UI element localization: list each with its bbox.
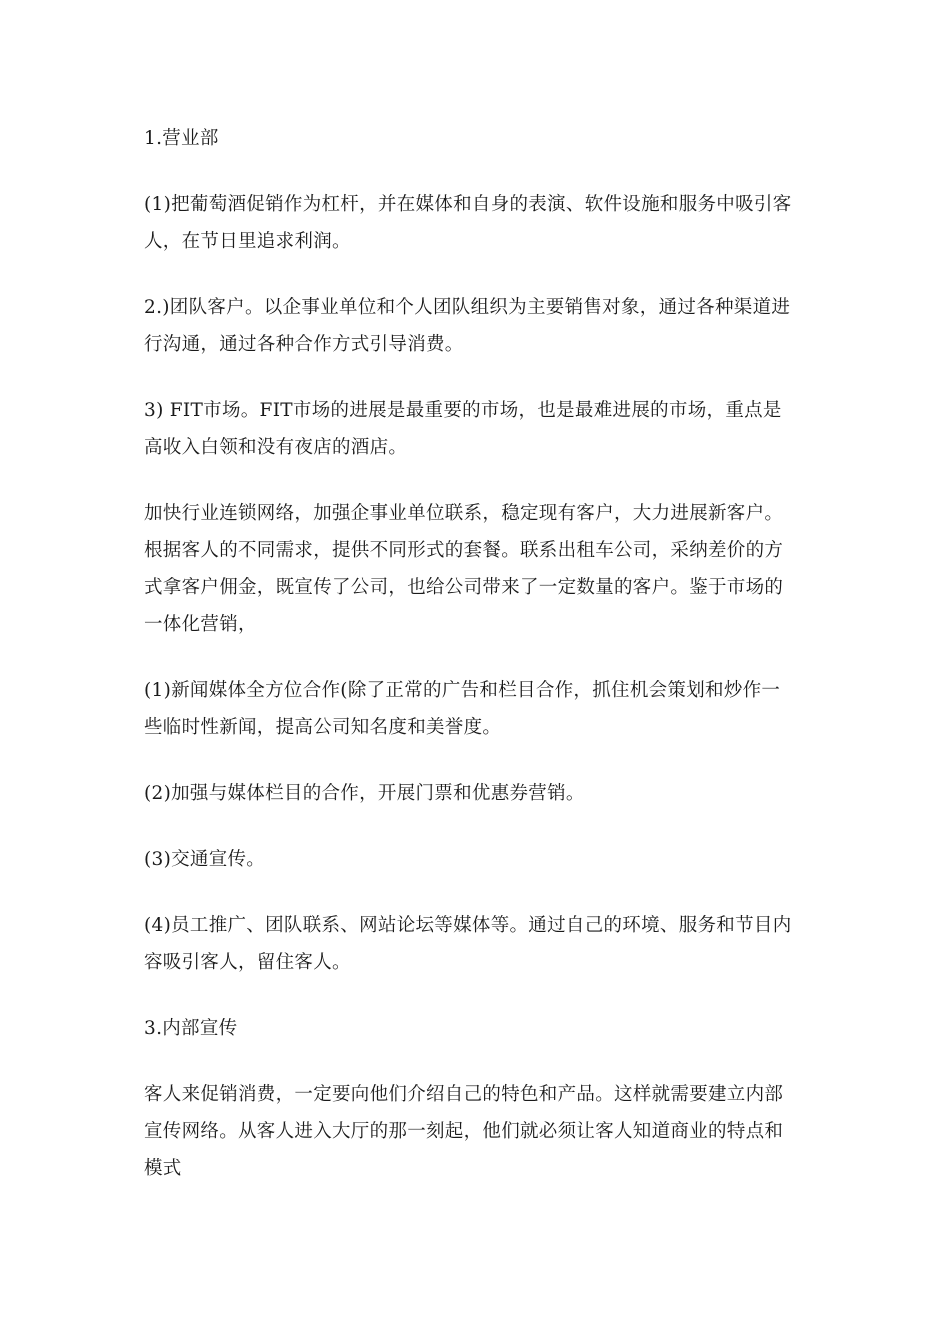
paragraph-line: 2.)团队客户。以企事业单位和个人团队组织为主要销售对象，通过各种渠道进 [144,297,791,318]
paragraph-line: 人，在节日里追求利润。 [144,231,351,252]
paragraph-line: (4)员工推广、团队联系、网站论坛等媒体等。通过自己的环境、服务和节目内 [144,915,792,936]
paragraph-line: (1)新闻媒体全方位合作(除了正常的广告和栏目合作，抓住机会策划和炒作一 [144,680,781,701]
paragraph [144,1076,810,1187]
paragraph-line: 行沟通，通过各种合作方式引导消费。 [144,334,464,355]
paragraph-line: 高收入白领和没有夜店的酒店。 [144,437,408,458]
paragraph-line: (3)交通宣传。 [144,849,266,870]
paragraph [144,907,810,981]
paragraph-line: 模式 [144,1158,182,1179]
paragraph-line: 一体化营销， [144,614,257,635]
paragraph-line: 加快行业连锁网络，加强企事业单位联系，稳定现有客户，大力进展新客户。 [144,503,784,524]
paragraph-line: (2)加强与媒体栏目的合作，开展门票和优惠券营销。 [144,783,585,804]
paragraph [144,289,810,363]
paragraph-line: 式拿客户佣金，既宣传了公司，也给公司带来了一定数量的客户。鉴于市场的 [144,577,784,598]
paragraph-line: 1.营业部 [144,128,219,149]
paragraph-line: 根据客人的不同需求，提供不同形式的套餐。联系出租车公司，采纳差价的方 [144,540,784,561]
paragraph-line: 3.内部宣传 [144,1018,238,1039]
paragraph-line: 3) FIT市场。FIT市场的进展是最重要的市场，也是最难进展的市场，重点是 [144,400,782,421]
paragraph [144,841,810,878]
paragraph-line: 宣传网络。从客人进入大厅的那一刻起，他们就必须让客人知道商业的特点和 [144,1121,784,1142]
paragraph [144,1010,810,1047]
paragraph [144,392,810,466]
paragraph-line: (1)把葡萄酒促销作为杠杆，并在媒体和自身的表演、软件设施和服务中吸引客 [144,194,792,215]
paragraph-line: 容吸引客人，留住客人。 [144,952,351,973]
paragraph-line: 客人来促销消费，一定要向他们介绍自己的特色和产品。这样就需要建立内部 [144,1084,784,1105]
paragraph [144,672,810,746]
document-body [144,120,810,1187]
paragraph [144,120,810,157]
paragraph [144,775,810,812]
paragraph [144,186,810,260]
paragraph-line: 些临时性新闻，提高公司知名度和美誉度。 [144,717,502,738]
paragraph [144,495,810,643]
